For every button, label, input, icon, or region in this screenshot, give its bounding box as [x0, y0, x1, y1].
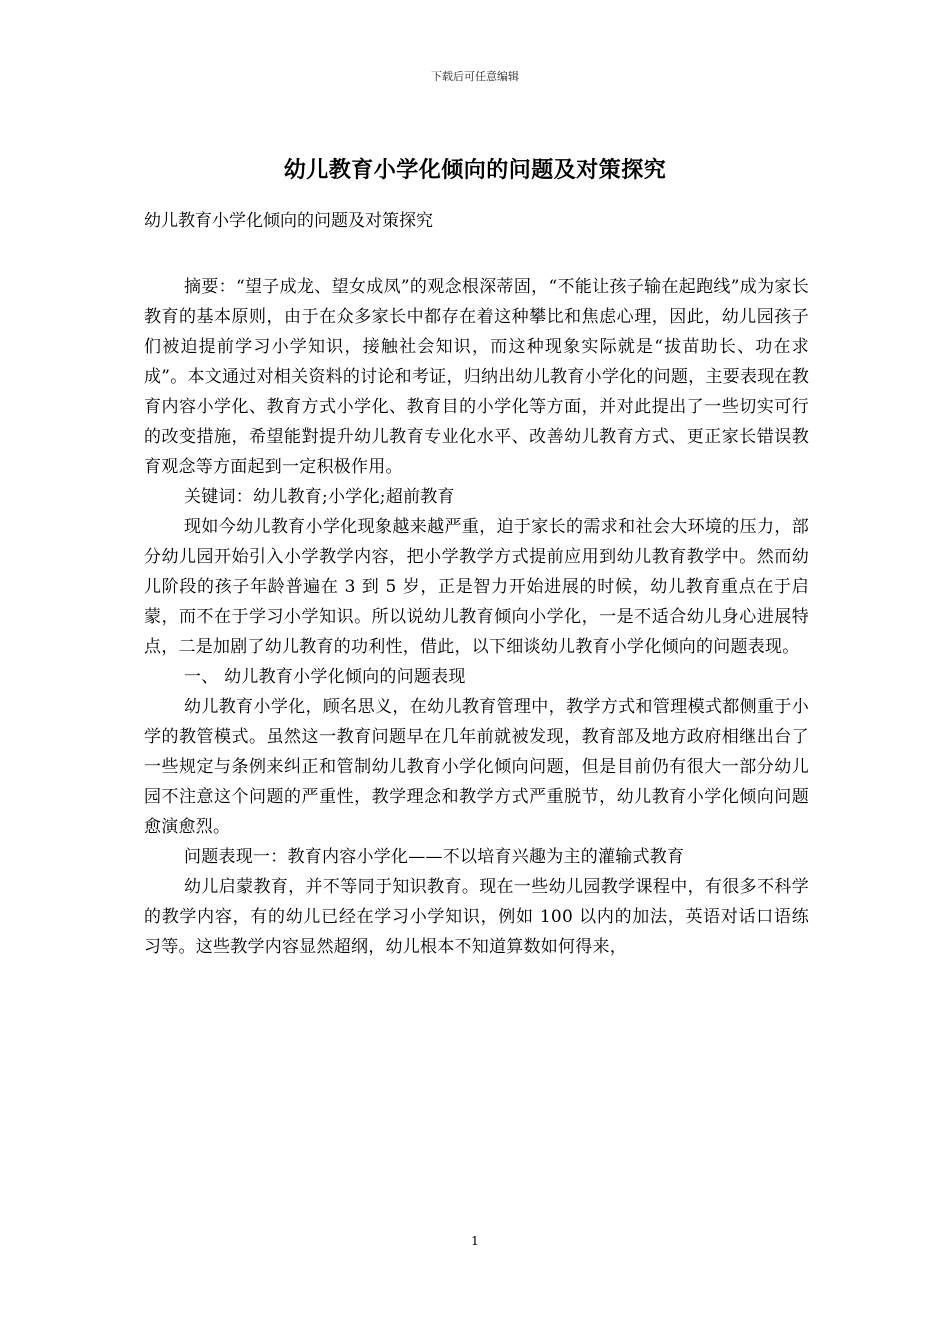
section-heading-1: 一、 幼儿教育小学化倾向的问题表现 — [184, 667, 466, 687]
keywords-paragraph: 关键词：幼儿教育;小学化;超前教育 — [184, 487, 455, 507]
document-body — [144, 272, 809, 962]
problem-1-heading: 问题表现一：教育内容小学化——不以培育兴趣为主的灌输式教育 — [184, 847, 685, 867]
section-1-paragraph: 幼儿教育小学化，顾名思义，在幼儿教育管理中，教学方式和管理模式都侧重于小学的教管模式。虽然这一教育问题早在几年前就被发现，教育部及地方政府相继出台了一些规定与条例来纠正和管制幼儿教育小学化倾向问题，但是目前仍有很大一部分幼儿园不注意这个问题的严重性，教学理念和教学方式严重脱节，幼儿教育小学化倾向问题愈演愈烈。 — [144, 697, 809, 837]
document-subtitle: 幼儿教育小学化倾向的问题及对策探究 — [144, 211, 433, 231]
page-number: 1 — [471, 1234, 479, 1248]
document-title: 幼儿教育小学化倾向的问题及对策探究 — [283, 157, 667, 183]
abstract-paragraph: 摘要：“望子成龙、望女成凤”的观念根深蒂固，“不能让孩子输在起跑线”成为家长教育的基本原则，由于在众多家长中都存在着这种攀比和焦虑心理，因此，幼儿园孩子们被迫提前学习小学知识，接触社会知识，而这种现象实际就是“拔苗助长、功在求成”。本文通过对相关资料的讨论和考证，归纳出幼儿教育小学化的问题，主要表现在教育内容小学化、教育方式小学化、教育目的小学化等方面，并对此提出了一些切实可行的改变措施，希望能對提升幼儿教育专业化水平、改善幼儿教育方式、更正家长错误教育观念等方面起到一定积极作用。 — [144, 277, 809, 477]
intro-paragraph: 现如今幼儿教育小学化现象越来越严重，迫于家长的需求和社会大环境的压力，部分幼儿园开始引入小学教学内容，把小学教学方式提前应用到幼儿教育教学中。然而幼儿阶段的孩子年龄普遍在 3 到 5 岁，正是智力开始进展的时候，幼儿教育重点在于启蒙，而不在于学习小学知识。所以说幼儿教育倾向小学化，一是不适合幼儿身心进展特点，二是加剧了幼儿教育的功利性，借此，以下细谈幼儿教育小学化倾向的问题表现。 — [144, 517, 809, 657]
problem-1-paragraph: 幼儿启蒙教育，并不等同于知识教育。现在一些幼儿园教学课程中，有很多不科学的教学内容，有的幼儿已经在学习小学知识，例如 100 以内的加法，英语对话口语练习等。这些教学内容显然超纲，幼儿根本不知道算数如何得来， — [144, 877, 809, 957]
header-note: 下载后可任意编辑 — [431, 70, 519, 83]
